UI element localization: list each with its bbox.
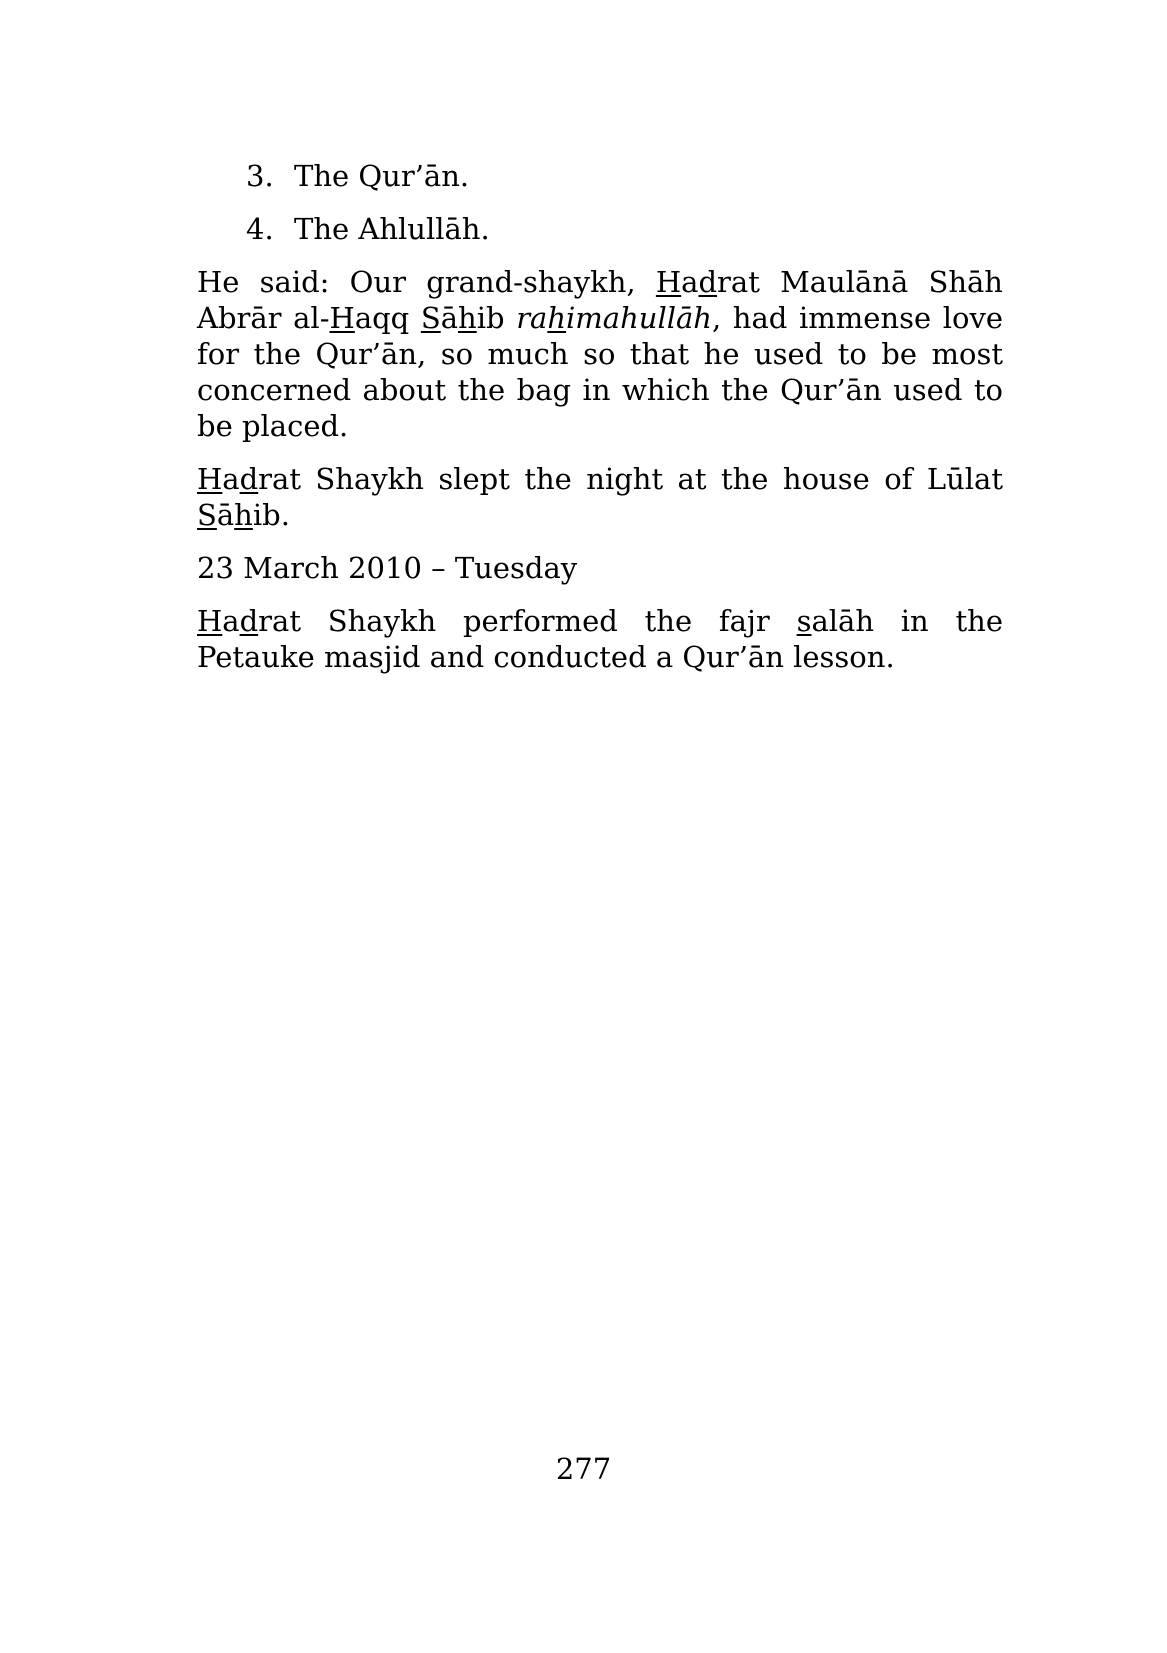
underlined-letter: h	[458, 301, 477, 335]
underlined-letter: H	[197, 462, 223, 496]
list-item	[246, 211, 1003, 247]
italic-term	[516, 301, 712, 335]
text-run: , had immense love for the Qur’ān, so much so that he used to be most concerned about the bag in which the Qur’ān used to be placed.	[197, 301, 1004, 443]
underlined-letter: d	[698, 265, 718, 299]
underlined-letter: H	[197, 604, 223, 638]
underlined-letter: d	[239, 604, 259, 638]
text-run: ib.	[252, 498, 290, 532]
paragraph-grand-shaykh	[197, 264, 1003, 444]
text-run: a	[681, 265, 699, 299]
underlined-letter: d	[239, 462, 259, 496]
text-run: He said: Our grand-shaykh,	[197, 265, 656, 299]
list-number: 3.	[246, 159, 274, 193]
underlined-letter: S	[420, 301, 441, 335]
underlined-letter: s	[796, 604, 812, 638]
underlined-letter: H	[655, 265, 682, 299]
text-run: a	[222, 462, 240, 496]
text-run: aqq	[354, 301, 421, 335]
list-text: The Qur’ān.	[294, 159, 470, 193]
text-run: ra	[516, 301, 548, 335]
page-body	[197, 158, 1003, 692]
list-number: 4.	[246, 212, 274, 246]
underlined-letter: h	[547, 301, 567, 335]
text-run: alāh in the Petauke masjid and conducted a Qur’ān lesson.	[197, 604, 1003, 674]
underlined-letter: h	[234, 498, 253, 532]
text-run: rat Maulānā Shāh Abrār al-	[197, 265, 1003, 335]
text-run: a	[222, 604, 240, 638]
paragraph-fajr	[197, 603, 1003, 675]
underlined-letter: S	[197, 498, 217, 532]
text-run: ib	[476, 301, 517, 335]
page-number: 277	[555, 1452, 612, 1486]
text-run: imahullāh	[566, 301, 712, 335]
text-run: ā	[216, 498, 235, 532]
text-run: ā	[440, 301, 459, 335]
list-text: The Ahlullāh.	[294, 212, 490, 246]
paragraph-slept	[197, 461, 1003, 533]
list-item	[246, 158, 1003, 194]
text-run: rat Shaykh performed the fajr	[258, 604, 797, 638]
date-heading: 23 March 2010 – Tuesday	[197, 551, 578, 585]
text-run: rat Shaykh slept the night at the house of Lūlat	[258, 462, 1003, 496]
underlined-letter: H	[329, 301, 355, 335]
